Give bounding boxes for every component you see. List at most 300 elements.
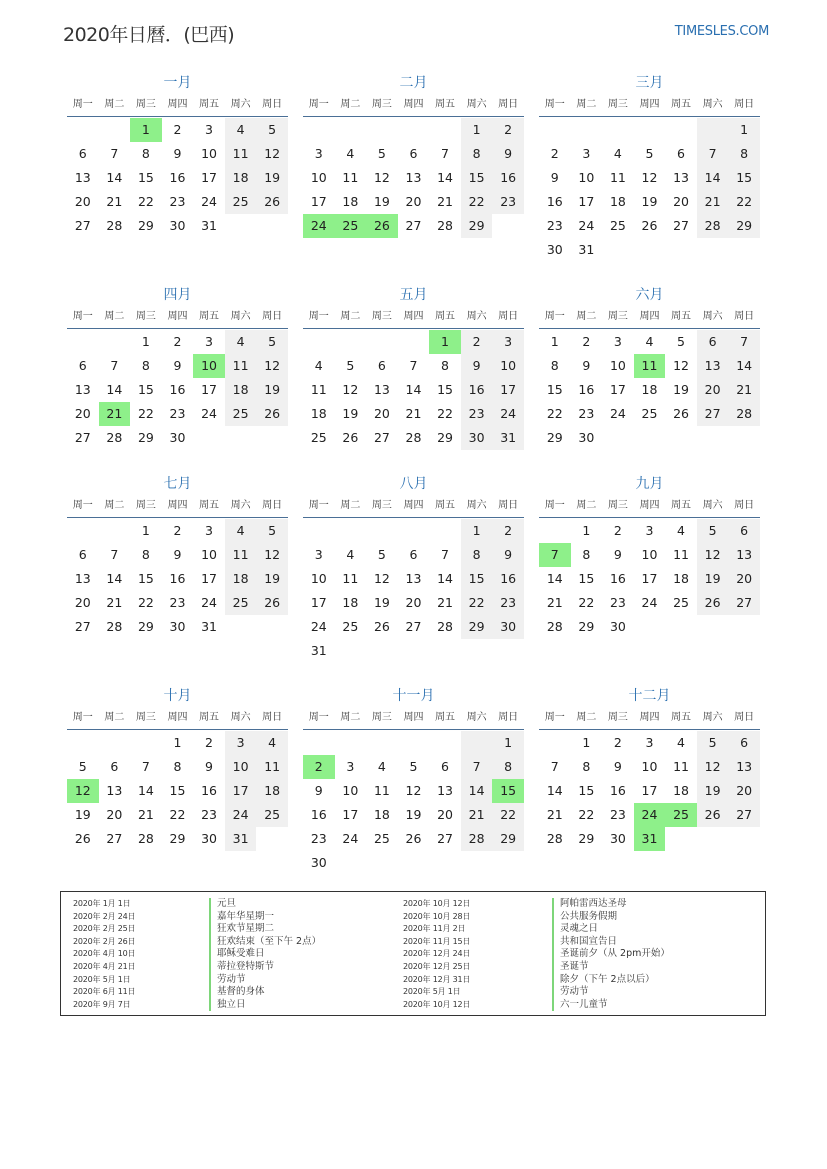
- weekday-label: 周六: [702, 99, 723, 110]
- day-cell: 12: [697, 755, 729, 779]
- day-cell: 14: [106, 382, 123, 397]
- empty-cell: [429, 851, 461, 875]
- day-cell: 28: [437, 218, 453, 233]
- day-cell: 17: [310, 595, 327, 610]
- day-cell: 5: [346, 358, 355, 373]
- empty-cell: [429, 118, 461, 142]
- day-cell: 17: [641, 571, 658, 586]
- day-cell: 24: [641, 595, 658, 610]
- empty-cell: [225, 426, 257, 450]
- weekday-label: 周四: [167, 500, 188, 511]
- day-cell: 11: [342, 170, 359, 185]
- day-cell: 16: [546, 194, 563, 209]
- holiday-day-cell: 11: [634, 354, 666, 378]
- day-cell: 8: [141, 146, 150, 161]
- weekday-label: 周三: [371, 311, 392, 322]
- day-cell: 11: [310, 382, 327, 397]
- day-cell: 28: [106, 430, 123, 445]
- day-cell: 10: [201, 547, 217, 562]
- day-cell: 2: [550, 146, 559, 161]
- day-cell: 30: [310, 855, 327, 870]
- day-cell: 14: [437, 571, 453, 586]
- day-cell: 10: [578, 170, 595, 185]
- empty-cell: [366, 118, 398, 142]
- month-8: [303, 473, 524, 663]
- month-title: 三月: [635, 75, 664, 91]
- empty-cell: [728, 827, 760, 851]
- weekday-label: 周二: [576, 500, 597, 511]
- day-cell: 7: [110, 146, 119, 161]
- day-cell: 17: [492, 378, 524, 402]
- day-cell: 8: [461, 142, 493, 166]
- day-cell: 29: [546, 430, 563, 445]
- day-cell: 2: [613, 523, 622, 538]
- day-cell: 5: [697, 731, 729, 755]
- day-cell: 25: [225, 190, 257, 214]
- month-title: 十月: [163, 688, 192, 704]
- weekday-header: [303, 306, 524, 329]
- day-cell: 21: [405, 406, 422, 421]
- day-cell: 14: [461, 779, 493, 803]
- day-grid: [303, 519, 524, 663]
- day-cell: 20: [373, 406, 390, 421]
- day-cell: 28: [106, 619, 123, 634]
- day-grid: [67, 519, 288, 639]
- day-cell: 24: [492, 402, 524, 426]
- holiday-day-cell: 25: [335, 214, 367, 238]
- day-cell: 15: [437, 382, 453, 397]
- weekday-label: 周六: [702, 500, 723, 511]
- weekday-label: 周日: [498, 99, 519, 110]
- weekday-label: 周五: [671, 311, 692, 322]
- day-cell: 6: [409, 547, 418, 562]
- weekday-label: 周日: [734, 712, 755, 723]
- weekday-label: 周一: [544, 311, 565, 322]
- day-cell: 18: [225, 567, 257, 591]
- day-cell: 24: [201, 595, 217, 610]
- day-cell: 20: [405, 595, 422, 610]
- empty-cell: [303, 330, 335, 354]
- empty-cell: [335, 118, 367, 142]
- day-cell: 21: [546, 807, 563, 822]
- day-cell: 3: [205, 523, 213, 538]
- weekday-label: 周五: [435, 712, 456, 723]
- day-cell: 31: [201, 619, 217, 634]
- holiday-date: 2020年 11月 15日: [403, 936, 471, 946]
- empty-cell: [429, 731, 461, 755]
- day-cell: 4: [225, 519, 257, 543]
- day-cell: 7: [697, 142, 729, 166]
- day-cell: 1: [582, 735, 591, 750]
- day-cell: 28: [137, 831, 154, 846]
- day-cell: 26: [256, 591, 288, 615]
- day-cell: 17: [225, 779, 257, 803]
- empty-cell: [634, 615, 666, 639]
- weekday-label: 周三: [135, 99, 156, 110]
- day-cell: 21: [437, 595, 453, 610]
- day-cell: 4: [346, 547, 355, 562]
- month-10: [67, 685, 288, 851]
- empty-cell: [634, 118, 666, 142]
- day-cell: 28: [405, 430, 422, 445]
- day-cell: 29: [137, 619, 154, 634]
- holiday-day-cell: 26: [366, 214, 398, 238]
- weekday-label: 周六: [230, 99, 251, 110]
- empty-cell: [193, 426, 225, 450]
- weekday-label: 周三: [607, 712, 628, 723]
- weekday-label: 周五: [671, 99, 692, 110]
- day-cell: 6: [409, 146, 418, 161]
- month-2: [303, 72, 524, 238]
- day-cell: 21: [106, 595, 123, 610]
- day-cell: 30: [492, 615, 524, 639]
- holiday-name: 独立日: [209, 999, 321, 1012]
- day-cell: 26: [673, 406, 689, 421]
- holiday-day-cell: 24: [303, 214, 335, 238]
- day-cell: 27: [728, 803, 760, 827]
- weekday-label: 周四: [167, 311, 188, 322]
- weekday-label: 周一: [72, 500, 93, 511]
- day-cell: 11: [256, 755, 288, 779]
- holiday-date: 2020年 2月 25日: [73, 924, 136, 934]
- day-cell: 9: [461, 354, 493, 378]
- day-cell: 24: [201, 194, 217, 209]
- day-cell: 12: [373, 170, 390, 185]
- day-cell: 7: [550, 759, 559, 774]
- day-cell: 5: [409, 759, 418, 774]
- holiday-name: 劳动节: [552, 986, 670, 999]
- day-cell: 30: [609, 619, 626, 634]
- day-cell: 13: [74, 382, 91, 397]
- day-cell: 18: [310, 406, 327, 421]
- day-cell: 24: [342, 831, 359, 846]
- empty-cell: [366, 731, 398, 755]
- day-cell: 7: [461, 755, 493, 779]
- day-cell: 17: [641, 783, 658, 798]
- day-cell: 18: [256, 779, 288, 803]
- day-cell: 12: [697, 543, 729, 567]
- day-cell: 3: [582, 146, 591, 161]
- day-cell: 15: [461, 567, 493, 591]
- day-cell: 7: [728, 330, 760, 354]
- day-cell: 15: [137, 571, 154, 586]
- day-cell: 9: [613, 547, 622, 562]
- day-cell: 22: [461, 190, 493, 214]
- day-cell: 8: [728, 142, 760, 166]
- holiday-day-cell: 7: [539, 543, 571, 567]
- day-cell: 17: [201, 382, 217, 397]
- day-cell: 13: [673, 170, 689, 185]
- weekday-header: [303, 707, 524, 730]
- day-cell: 8: [441, 358, 449, 373]
- weekday-label: 周五: [435, 500, 456, 511]
- day-cell: 11: [673, 759, 689, 774]
- day-cell: 31: [310, 643, 327, 658]
- day-cell: 12: [405, 783, 422, 798]
- month-title: 八月: [399, 476, 428, 492]
- day-cell: 4: [225, 330, 257, 354]
- weekday-label: 周六: [230, 311, 251, 322]
- day-cell: 6: [728, 731, 760, 755]
- weekday-label: 周二: [340, 712, 361, 723]
- holiday-date: 2020年 5月 1日: [403, 987, 461, 997]
- day-cell: 11: [225, 543, 257, 567]
- weekday-label: 周日: [498, 311, 519, 322]
- day-cell: 19: [256, 378, 288, 402]
- weekday-label: 周一: [544, 712, 565, 723]
- day-cell: 26: [697, 591, 729, 615]
- day-cell: 22: [461, 591, 493, 615]
- weekday-label: 周二: [340, 500, 361, 511]
- empty-cell: [634, 238, 666, 262]
- day-cell: 29: [461, 615, 493, 639]
- day-cell: 1: [141, 523, 150, 538]
- day-cell: 22: [137, 406, 154, 421]
- weekday-label: 周三: [607, 99, 628, 110]
- weekday-label: 周一: [72, 712, 93, 723]
- empty-cell: [398, 731, 430, 755]
- day-cell: 31: [225, 827, 257, 851]
- day-grid: [539, 330, 760, 450]
- day-cell: 13: [728, 755, 760, 779]
- day-cell: 17: [201, 571, 217, 586]
- weekday-label: 周二: [340, 311, 361, 322]
- empty-cell: [366, 519, 398, 543]
- weekday-label: 周四: [403, 500, 424, 511]
- day-cell: 18: [373, 807, 390, 822]
- day-cell: 22: [578, 595, 595, 610]
- day-cell: 21: [697, 190, 729, 214]
- empty-cell: [728, 615, 760, 639]
- day-cell: 26: [697, 803, 729, 827]
- day-cell: 20: [697, 378, 729, 402]
- weekday-label: 周五: [199, 99, 220, 110]
- day-cell: 10: [492, 354, 524, 378]
- day-cell: 28: [546, 619, 563, 634]
- day-cell: 8: [582, 759, 591, 774]
- month-9: [539, 473, 760, 639]
- day-cell: 18: [641, 382, 658, 397]
- day-cell: 25: [225, 591, 257, 615]
- page-title: 2020年日曆．(巴西): [63, 24, 235, 46]
- holiday-name: 除夕（下午 2点以后）: [552, 974, 670, 987]
- empty-cell: [130, 731, 162, 755]
- weekday-label: 周六: [230, 712, 251, 723]
- holiday-date: 2020年 4月 10日: [73, 949, 136, 959]
- day-cell: 6: [110, 759, 119, 774]
- empty-cell: [492, 851, 524, 875]
- day-cell: 30: [169, 430, 186, 445]
- empty-cell: [492, 639, 524, 663]
- day-cell: 13: [728, 543, 760, 567]
- day-cell: 9: [205, 759, 213, 774]
- weekday-header: [539, 707, 760, 730]
- day-cell: 6: [78, 547, 87, 562]
- day-cell: 17: [578, 194, 595, 209]
- weekday-label: 周四: [167, 712, 188, 723]
- weekday-label: 周二: [104, 99, 125, 110]
- day-cell: 6: [377, 358, 386, 373]
- day-cell: 12: [256, 543, 288, 567]
- brand-logo[interactable]: TIMESLES.COM: [674, 24, 769, 39]
- holiday-date: 2020年 12月 31日: [403, 974, 471, 984]
- day-cell: 7: [110, 547, 119, 562]
- weekday-header: [67, 495, 288, 518]
- day-cell: 21: [546, 595, 563, 610]
- day-cell: 23: [492, 190, 524, 214]
- holiday-name: 圣诞前夕（从 2pm开始）: [552, 948, 670, 961]
- day-cell: 5: [377, 146, 386, 161]
- weekday-label: 周二: [576, 712, 597, 723]
- day-cell: 30: [169, 619, 186, 634]
- day-cell: 21: [106, 194, 123, 209]
- day-cell: 18: [225, 378, 257, 402]
- empty-cell: [461, 851, 493, 875]
- empty-cell: [665, 238, 697, 262]
- day-grid: [303, 118, 524, 238]
- holiday-name: 元旦: [209, 898, 321, 911]
- weekday-label: 周一: [308, 99, 329, 110]
- weekday-header: [539, 306, 760, 329]
- day-cell: 21: [461, 803, 493, 827]
- day-cell: 27: [437, 831, 453, 846]
- day-cell: 2: [205, 735, 213, 750]
- weekday-label: 周一: [544, 500, 565, 511]
- holiday-name: 基督的身体: [209, 986, 321, 999]
- weekday-label: 周六: [702, 712, 723, 723]
- day-cell: 19: [641, 194, 658, 209]
- day-cell: 30: [461, 426, 493, 450]
- weekday-label: 周日: [262, 311, 283, 322]
- day-cell: 18: [342, 194, 359, 209]
- empty-cell: [539, 118, 571, 142]
- weekday-label: 周六: [466, 99, 487, 110]
- weekday-label: 周二: [104, 500, 125, 511]
- holiday-date: 2020年 10月 12日: [403, 999, 471, 1009]
- day-cell: 19: [373, 194, 390, 209]
- day-cell: 5: [256, 330, 288, 354]
- day-cell: 9: [492, 543, 524, 567]
- weekday-label: 周五: [435, 311, 456, 322]
- day-cell: 14: [546, 571, 563, 586]
- day-cell: 3: [645, 523, 654, 538]
- day-cell: 2: [461, 330, 493, 354]
- weekday-header: [67, 306, 288, 329]
- day-cell: 26: [74, 831, 91, 846]
- month-11: [303, 685, 524, 875]
- weekday-label: 周三: [607, 500, 628, 511]
- day-cell: 4: [645, 334, 654, 349]
- holiday-date: 2020年 2月 26日: [73, 936, 136, 946]
- empty-cell: [99, 330, 131, 354]
- day-cell: 22: [578, 807, 595, 822]
- day-cell: 3: [225, 731, 257, 755]
- day-cell: 13: [74, 170, 91, 185]
- day-cell: 29: [461, 214, 493, 238]
- day-cell: 19: [256, 567, 288, 591]
- day-cell: 30: [546, 242, 563, 257]
- day-cell: 20: [74, 595, 91, 610]
- day-cell: 5: [256, 519, 288, 543]
- holiday-date: 2020年 10月 28日: [403, 911, 471, 921]
- empty-cell: [335, 639, 367, 663]
- weekday-label: 周三: [135, 311, 156, 322]
- month-12: [539, 685, 760, 851]
- holiday-day-cell: 24: [634, 803, 666, 827]
- empty-cell: [335, 330, 367, 354]
- day-cell: 23: [609, 595, 626, 610]
- month-7: [67, 473, 288, 639]
- day-cell: 19: [405, 807, 422, 822]
- weekday-label: 周四: [403, 712, 424, 723]
- month-3: [539, 72, 760, 262]
- empty-cell: [602, 118, 634, 142]
- empty-cell: [461, 731, 493, 755]
- day-cell: 17: [310, 194, 327, 209]
- weekday-label: 周六: [466, 500, 487, 511]
- day-cell: 25: [673, 595, 689, 610]
- day-cell: 29: [137, 218, 154, 233]
- day-cell: 14: [697, 166, 729, 190]
- day-cell: 22: [137, 595, 154, 610]
- day-cell: 21: [728, 378, 760, 402]
- day-cell: 27: [373, 430, 390, 445]
- day-cell: 14: [137, 783, 154, 798]
- weekday-label: 周日: [498, 500, 519, 511]
- weekday-label: 周四: [639, 99, 660, 110]
- empty-cell: [429, 639, 461, 663]
- day-cell: 25: [641, 406, 658, 421]
- day-cell: 13: [405, 170, 422, 185]
- day-cell: 7: [409, 358, 418, 373]
- day-cell: 9: [314, 783, 323, 798]
- day-cell: 13: [106, 783, 123, 798]
- day-cell: 31: [492, 426, 524, 450]
- day-grid: [539, 731, 760, 851]
- weekday-label: 周日: [262, 712, 283, 723]
- day-cell: 26: [256, 190, 288, 214]
- day-cell: 12: [673, 358, 689, 373]
- day-grid: [67, 731, 288, 851]
- empty-cell: [539, 731, 571, 755]
- day-cell: 5: [645, 146, 654, 161]
- holiday-day-cell: 12: [67, 779, 99, 803]
- day-cell: 27: [405, 619, 422, 634]
- day-cell: 7: [441, 146, 449, 161]
- weekday-label: 周五: [199, 500, 220, 511]
- month-title: 六月: [635, 287, 664, 303]
- day-cell: 8: [173, 759, 182, 774]
- empty-cell: [665, 118, 697, 142]
- day-cell: 2: [613, 735, 622, 750]
- month-4: [67, 284, 288, 450]
- month-title: 五月: [399, 287, 428, 303]
- day-cell: 15: [137, 170, 154, 185]
- day-cell: 27: [74, 430, 91, 445]
- month-title: 九月: [635, 476, 664, 492]
- day-cell: 6: [677, 146, 685, 161]
- day-cell: 23: [310, 831, 327, 846]
- day-grid: [303, 330, 524, 450]
- empty-cell: [256, 214, 288, 238]
- empty-cell: [697, 118, 729, 142]
- day-cell: 11: [342, 571, 359, 586]
- day-cell: 22: [546, 406, 563, 421]
- weekday-label: 周一: [308, 311, 329, 322]
- day-cell: 2: [492, 519, 524, 543]
- day-cell: 17: [201, 170, 217, 185]
- day-cell: 1: [728, 118, 760, 142]
